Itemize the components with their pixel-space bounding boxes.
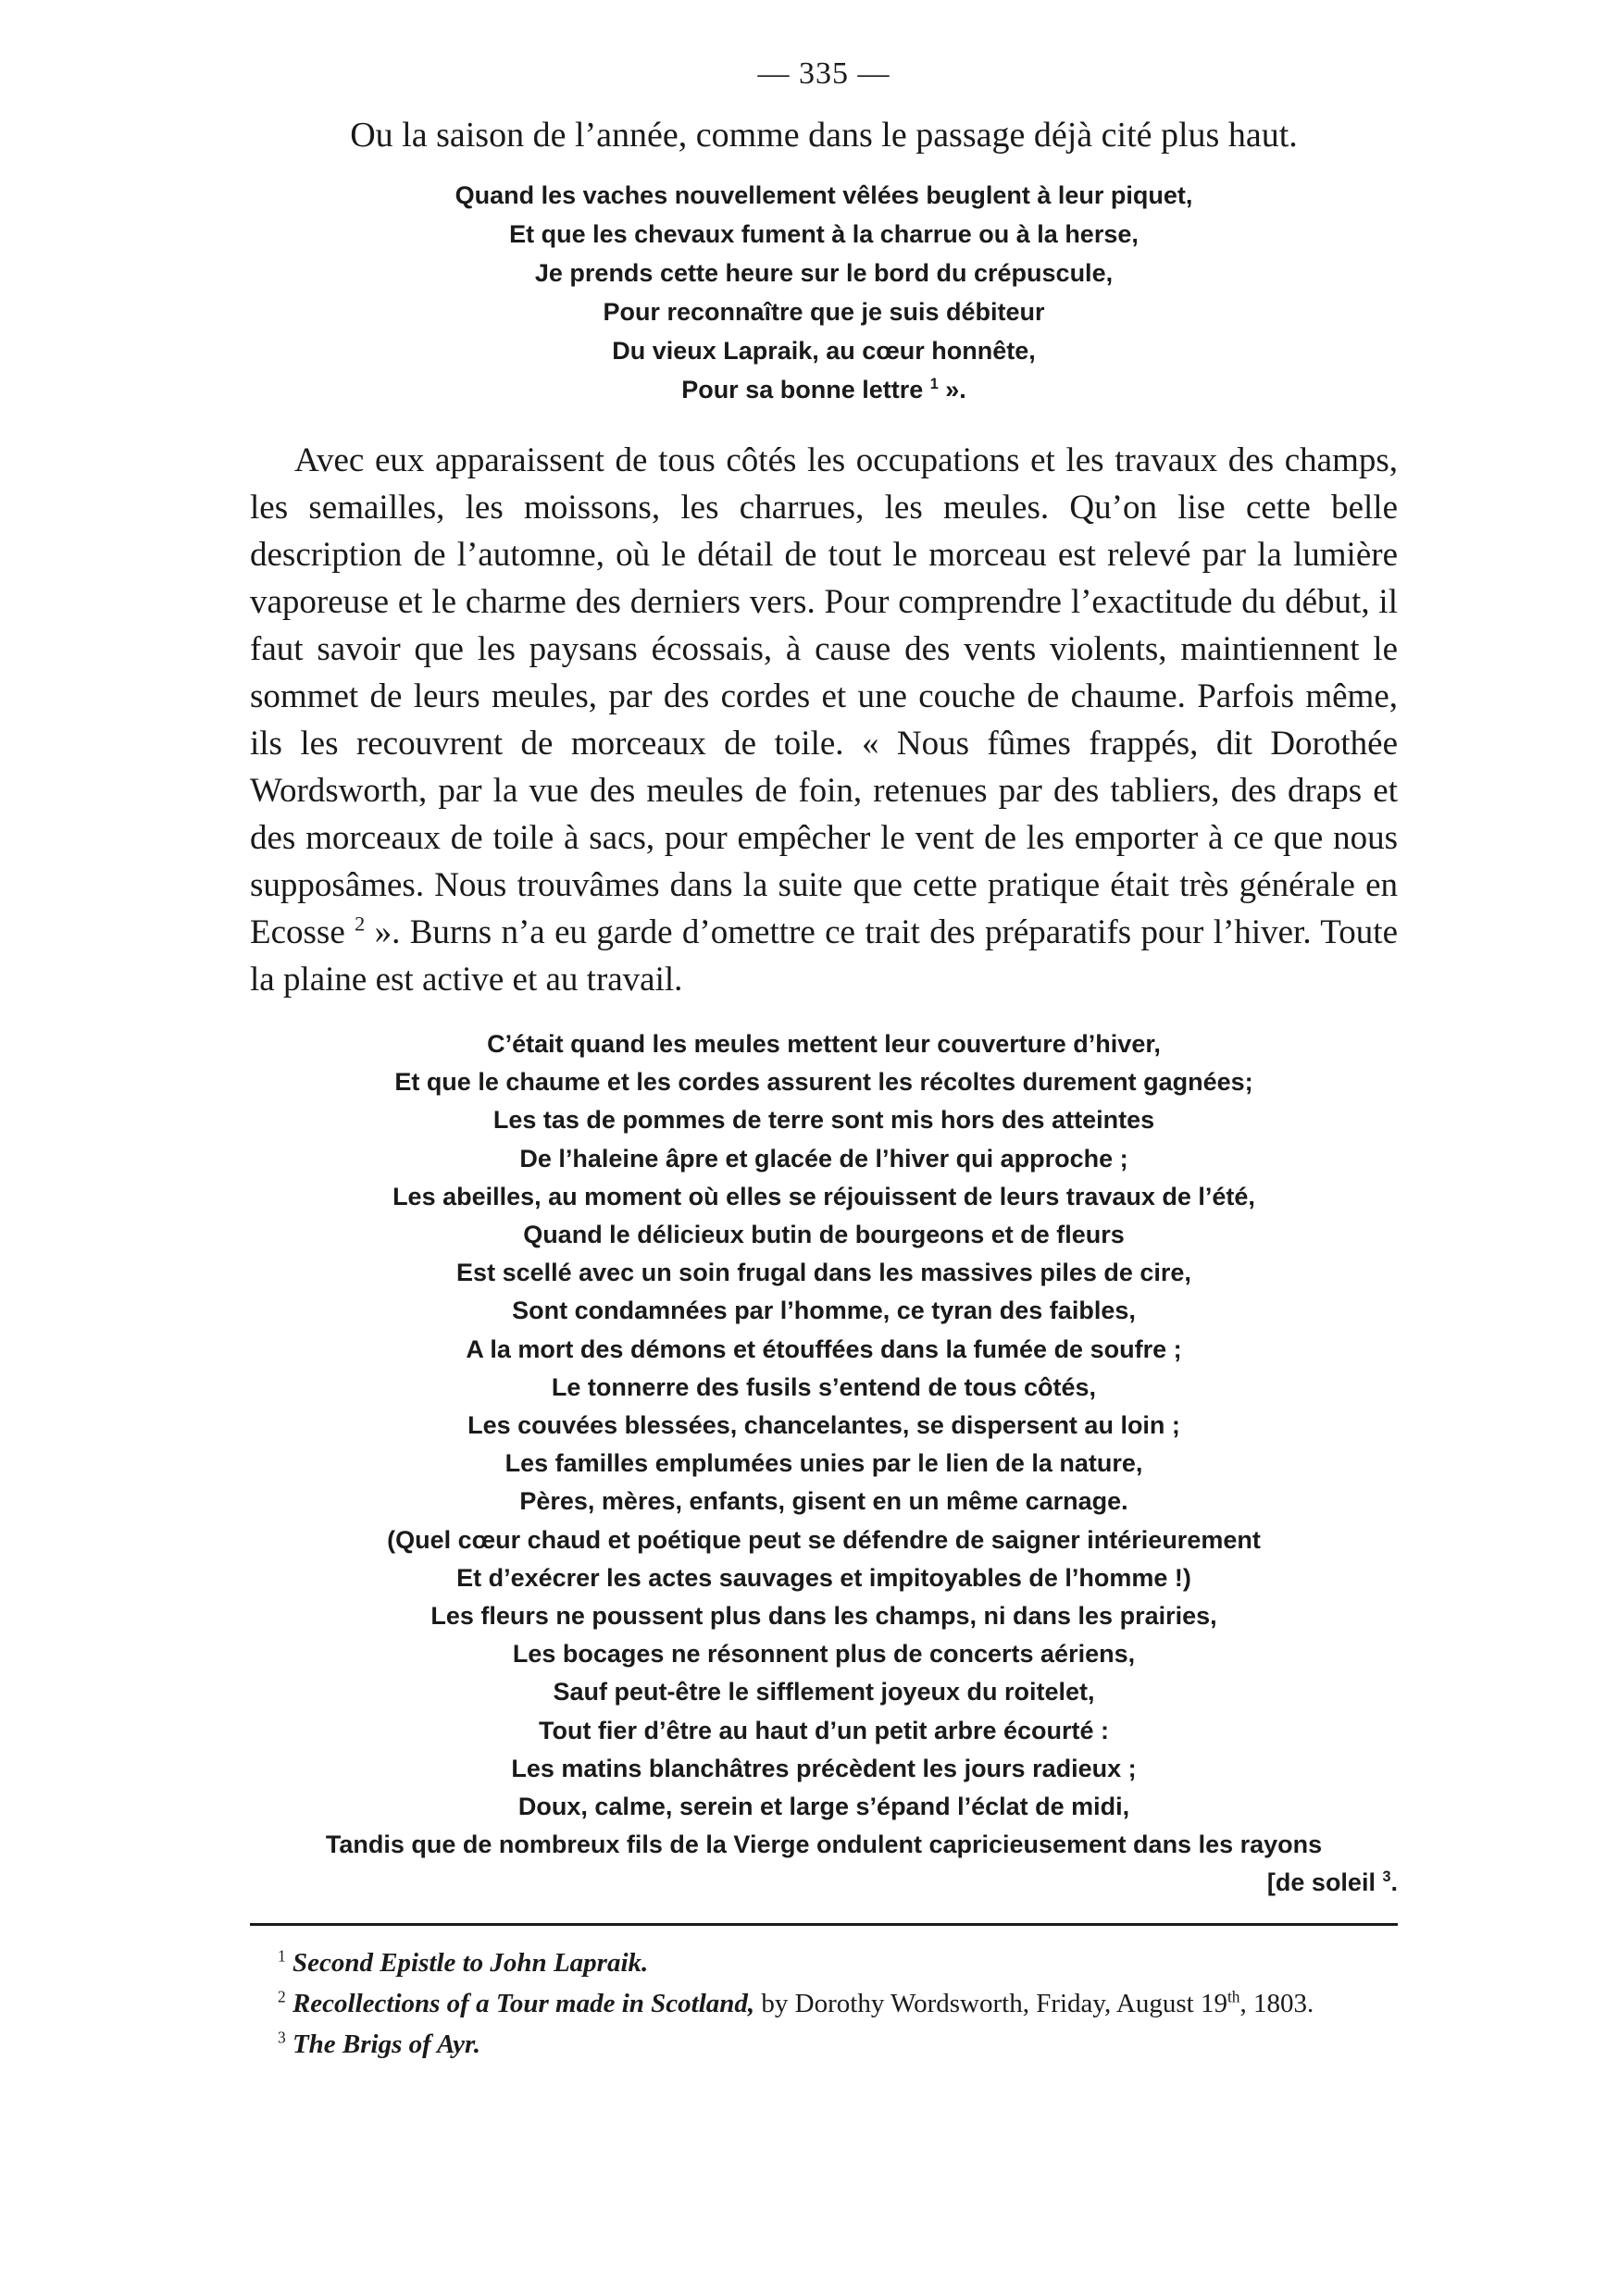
verse-continuation: [250, 1864, 1398, 1902]
verse-line: Tandis que de nombreux fils de la Vierge ondulent capricieusement dans les rayons: [325, 1831, 1323, 1859]
verse-line: Je prends cette heure sur le bord du crépuscule,: [534, 259, 1114, 287]
verse-line: Les couvées blessées, chancelantes, se dispersent au loin ;: [467, 1411, 1180, 1440]
verse-line: Et que le chaume et les cordes assurent les récoltes durement gagnées;: [394, 1068, 1253, 1097]
footnote-mark: 3: [278, 2028, 286, 2047]
verse-line: De l’haleine âpre et glacée de l’hiver qui approche ;: [519, 1144, 1128, 1173]
footnote-1: [250, 1944, 1398, 1981]
continuation-text: [de soleil: [1266, 1868, 1383, 1897]
footnote-divider: [250, 1923, 1398, 1926]
verse-block-epistle: [250, 176, 1398, 409]
verse-line: Les bocages ne résonnent plus de concerts aériens,: [512, 1640, 1136, 1669]
footnote-3: [250, 2026, 1398, 2063]
footnote-title: Second Epistle to John Lapraik.: [292, 1947, 649, 1978]
verse-line: C’était quand les meules mettent leur couverture d’hiver,: [487, 1030, 1161, 1058]
verse-line-text: Pour sa bonne lettre: [681, 376, 930, 403]
verse-line: Les fleurs ne poussent plus dans les champs, ni dans les prairies,: [430, 1602, 1217, 1631]
footnote-text: by Dorothy Wordsworth, Friday, August 19: [754, 1988, 1227, 2018]
verse-line: Tout fier d’être au haut d’un petit arbre écourté :: [538, 1716, 1110, 1744]
verse-line: Les matins blanchâtres précèdent les jours radieux ;: [511, 1754, 1137, 1782]
verse-line: Est scellé avec un soin frugal dans les massives piles de cire,: [456, 1259, 1191, 1287]
verse-line: Quand le délicieux butin de bourgeons et de fleurs: [523, 1221, 1125, 1249]
page-number: — 335 —: [757, 56, 890, 91]
verse-line: Les abeilles, au moment où elles se réjouissent de leurs travaux de l’été,: [392, 1182, 1255, 1210]
footnote-title: Recollections of a Tour made in Scotland,: [292, 1988, 755, 2018]
book-page: [250, 46, 1398, 2066]
verse-line-last: [250, 370, 1398, 409]
footnote-mark: 2: [278, 1987, 286, 2006]
verse-line: Doux, calme, serein et large s’épand l’éclat de midi,: [517, 1793, 1130, 1821]
lead-line: Ou la saison de l’année, comme dans le passage déjà cité plus haut.: [350, 116, 1298, 155]
paragraph-text-a: Avec eux apparaissent de tous côtés les occupations et les travaux des champs, les semailles, les moissons, les charrues, les meules. Qu’on lise cette belle description de l’automne, où le détail de tout le morceau est relevé par la lumière vaporeuse et le charme des derniers vers. Pour comprendre l’exactitude du début, il faut savoir que les paysans écossais, à cause des vents violents, maintiennent le sommet de leurs meules, par des cordes et une couche de chaume. Parfois même, ils les recouvrent de morceaux de toile. « Nous fûmes frappés, dit Dorothée Wordsworth, par la vue des meules de foin, retenues par des tabliers, des draps et des morceaux de toile à sacs, pour empêcher le vent de les emporter à ce que nous supposâmes. Nous trouvâmes dans la suite que cette pratique était très générale en Ecosse: [250, 441, 1398, 951]
footnote-ordinal: th: [1227, 1987, 1240, 2006]
verse-line: Sauf peut-être le sifflement joyeux du roitelet,: [553, 1678, 1095, 1706]
verse-line: Quand les vaches nouvellement vêlées beuglent à leur piquet,: [455, 181, 1193, 209]
body-paragraph: [250, 437, 1398, 1003]
footnotes: [250, 1944, 1398, 2063]
verse-line: Les tas de pommes de terre sont mis hors des atteintes: [492, 1106, 1155, 1135]
paragraph-text-b: ». Burns n’a eu garde d’omettre ce trait des préparatifs pour l’hiver. Toute la plaine est active et au travail.: [250, 913, 1399, 999]
verse-line: Et que les chevaux fument à la charrue ou à la herse,: [509, 220, 1139, 248]
footnote-year: , 1803.: [1239, 1988, 1314, 2018]
continuation-close: .: [1390, 1868, 1398, 1897]
verse-line: Sont condamnées par l’homme, ce tyran des faibles,: [512, 1297, 1136, 1325]
verse-line-close: ».: [938, 376, 966, 403]
footnote-ref-2: 2: [355, 912, 366, 936]
footnote-ref-1: 1: [929, 376, 939, 392]
verse-line: Et d’exécrer les actes sauvages et impitoyables de l’homme !): [456, 1563, 1191, 1592]
verse-line: Les familles emplumées unies par le lien de la nature,: [504, 1449, 1143, 1478]
verse-line: Le tonnerre des fusils s’entend de tous côtés,: [551, 1372, 1097, 1401]
footnote-title: The Brigs of Ayr.: [292, 2029, 480, 2059]
verse-block-brigs-of-ayr: [250, 1025, 1398, 1864]
verse-line: (Quel cœur chaud et poétique peut se défendre de saigner intérieurement: [387, 1525, 1261, 1554]
footnote-mark: 1: [278, 1946, 286, 1966]
verse-line: A la mort des démons et étouffées dans la fumée de soufre ;: [466, 1334, 1182, 1363]
footnote-2: [250, 1985, 1398, 2022]
verse-line: Du vieux Lapraik, au cœur honnête,: [612, 337, 1036, 365]
verse-line: Pères, mères, enfants, gisent en un même carnage.: [519, 1487, 1128, 1516]
footnote-ref-3: 3: [1382, 1868, 1391, 1886]
verse-line: Pour reconnaître que je suis débiteur: [603, 298, 1045, 326]
